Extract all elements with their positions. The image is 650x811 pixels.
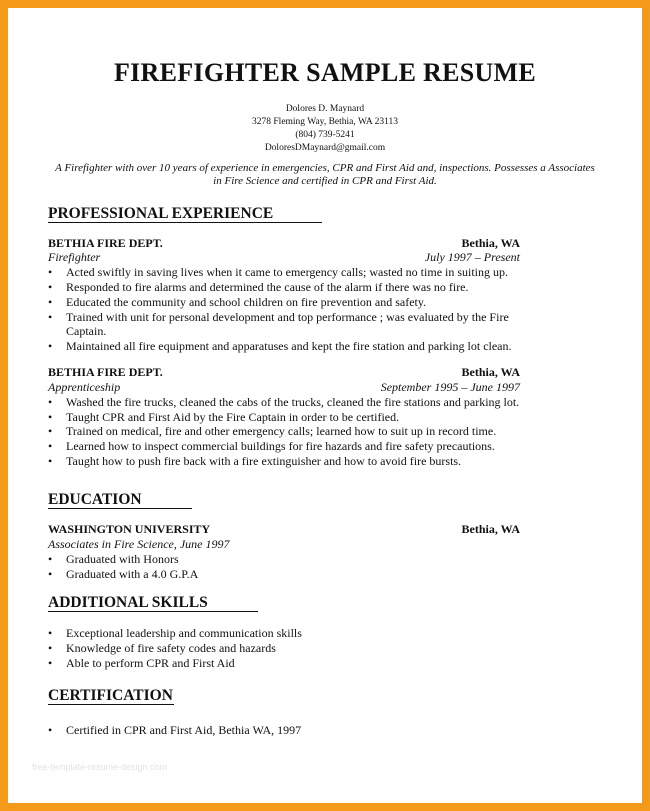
degree: Associates in Fire Science, June 1997 xyxy=(48,537,230,551)
resume-title: FIREFIGHTER SAMPLE RESUME xyxy=(113,58,537,87)
bullet-icon: • xyxy=(48,454,53,468)
list-item-text: Responded to fire alarms and determined the cause of the alarm if there was no fire. xyxy=(66,280,469,294)
list-item xyxy=(48,641,276,656)
school-location: Bethia, WA xyxy=(461,522,520,536)
list-item-text: Taught CPR and First Aid by the Fire Captain in order to be certified. xyxy=(66,410,400,424)
bullet-icon: • xyxy=(48,656,53,670)
list-item xyxy=(48,626,302,641)
bullet-icon: • xyxy=(48,295,53,309)
bullet-icon: • xyxy=(48,395,53,409)
bullet-icon: • xyxy=(48,567,53,581)
list-item xyxy=(48,723,301,738)
job-role: Apprenticeship xyxy=(48,380,121,394)
summary-line-2: in Fire Science and certified in CPR and First Aid. xyxy=(213,175,437,187)
section-underline xyxy=(48,222,322,223)
job-dates: July 1997 – Present xyxy=(424,250,520,264)
list-item-text: Taught how to push fire back with a fire extinguisher and how to avoid fire bursts. xyxy=(66,454,462,468)
list-item xyxy=(48,410,399,425)
job-location: Bethia, WA xyxy=(461,365,520,379)
section-underline xyxy=(48,508,192,509)
list-item-text: Acted swiftly in saving lives when it came to emergency calls; wasted no time in suiting up. xyxy=(66,265,509,279)
job-org: BETHIA FIRE DEPT. xyxy=(48,365,163,379)
bullet-icon: • xyxy=(48,424,53,438)
summary xyxy=(40,162,610,188)
section-heading-experience: PROFESSIONAL EXPERIENCE xyxy=(48,205,274,222)
list-item xyxy=(48,656,235,671)
list-item-text: Graduated with a 4.0 G.P.A xyxy=(66,567,199,581)
list-item xyxy=(48,395,519,410)
list-item-text: Exceptional leadership and communication skills xyxy=(66,626,302,640)
section-heading-education: EDUCATION xyxy=(48,491,142,508)
list-item xyxy=(48,310,509,325)
summary-line-1: A Firefighter with over 10 years of experience in emergencies, CPR and First Aid and, inspections. Possesses a Associates xyxy=(55,162,595,174)
bullet-icon: • xyxy=(48,641,53,655)
bullet-icon: • xyxy=(48,723,53,737)
bullet-icon: • xyxy=(48,410,53,424)
section-heading-certification: CERTIFICATION xyxy=(48,687,173,704)
list-item-continuation: Captain. xyxy=(66,324,107,338)
list-item xyxy=(48,552,179,567)
bullet-icon: • xyxy=(48,339,53,353)
section-heading-skills: ADDITIONAL SKILLS xyxy=(48,594,208,611)
list-item-text: Learned how to inspect commercial buildings for fire hazards and fire safety precautions. xyxy=(66,439,495,453)
list-item-text: Trained on medical, fire and other emergency calls; learned how to suit up in record time. xyxy=(66,424,497,438)
list-item xyxy=(48,439,495,454)
contact-address: 3278 Fleming Way, Bethia, WA 23113 xyxy=(252,117,398,127)
watermark: free-template-resume-design.com xyxy=(32,762,168,772)
list-item xyxy=(48,265,508,280)
list-item xyxy=(48,295,426,310)
bullet-icon: • xyxy=(48,310,53,324)
list-item-text: Trained with unit for personal development and top performance ; was evaluated by the Fire xyxy=(66,310,509,324)
list-item xyxy=(48,454,461,469)
list-item-text: Graduated with Honors xyxy=(66,552,179,566)
list-item xyxy=(48,567,198,582)
list-item-text: Able to perform CPR and First Aid xyxy=(66,656,235,670)
bullet-icon: • xyxy=(48,552,53,566)
bullet-icon: • xyxy=(48,439,53,453)
section-underline xyxy=(48,704,174,705)
contact-name: Dolores D. Maynard xyxy=(285,104,365,114)
contact-phone: (804) 739-5241 xyxy=(295,130,355,140)
bullet-icon: • xyxy=(48,280,53,294)
job-location: Bethia, WA xyxy=(461,236,520,250)
list-item-text: Washed the fire trucks, cleaned the cabs of the trucks, cleaned the fire stations and parking lot. xyxy=(66,395,520,409)
contact-email: DoloresDMaynard@gmail.com xyxy=(264,143,386,153)
list-item-text: Knowledge of fire safety codes and hazards xyxy=(66,641,276,655)
job-org: BETHIA FIRE DEPT. xyxy=(48,236,163,250)
list-item-text: Certified in CPR and First Aid, Bethia WA, 1997 xyxy=(66,723,302,737)
bullet-icon: • xyxy=(48,626,53,640)
list-item xyxy=(48,280,469,295)
job-role: Firefighter xyxy=(48,250,101,264)
job-dates: September 1995 – June 1997 xyxy=(380,380,520,394)
section-underline xyxy=(48,611,258,612)
list-item xyxy=(48,424,496,439)
list-item-text: Maintained all fire equipment and apparatuses and kept the fire station and parking lot clean. xyxy=(66,339,512,353)
school-name: WASHINGTON UNIVERSITY xyxy=(48,522,211,536)
list-item-text: Educated the community and school children on fire prevention and safety. xyxy=(66,295,427,309)
bullet-icon: • xyxy=(48,265,53,279)
list-item xyxy=(48,339,512,354)
